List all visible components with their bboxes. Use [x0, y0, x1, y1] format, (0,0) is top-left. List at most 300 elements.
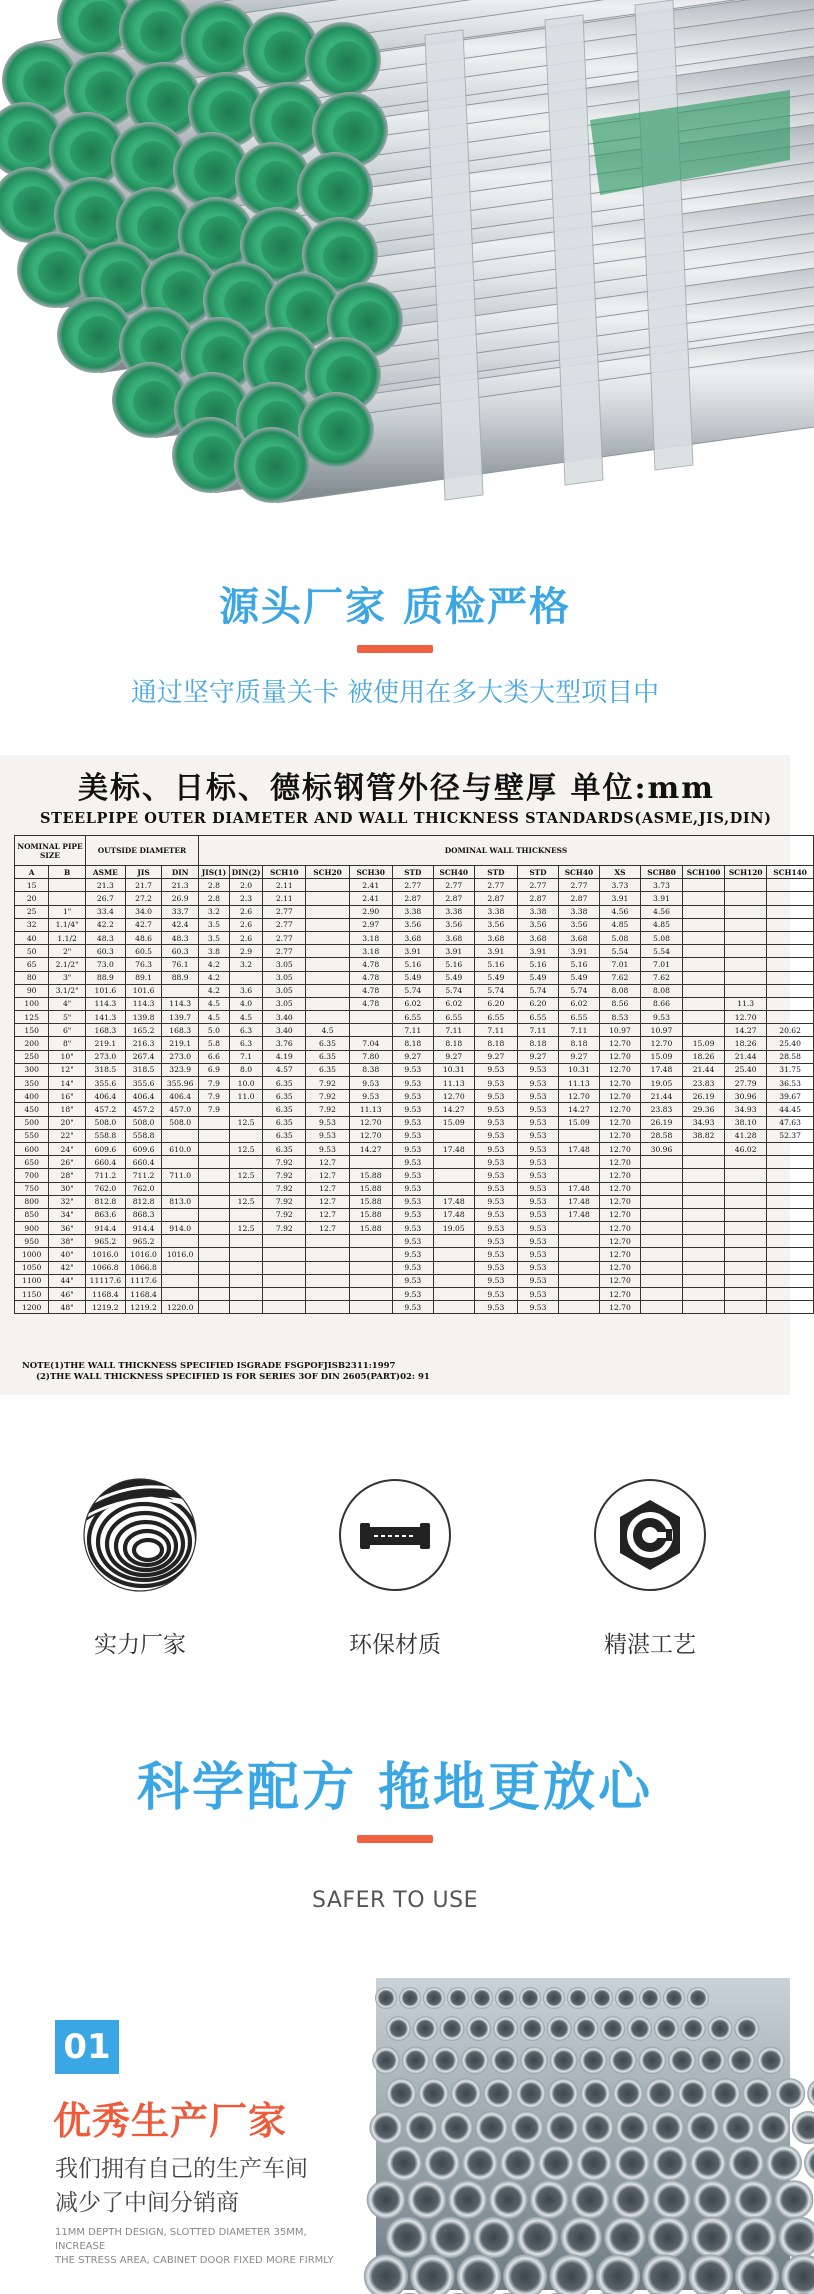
table-cell: 1220.0 — [162, 1301, 199, 1314]
table-cell: 355.96 — [162, 1077, 199, 1090]
table-row — [15, 958, 814, 971]
stacked-pipe-end — [639, 2047, 667, 2075]
header-nominal-pipe-size: NOMINAL PIPE SIZE — [15, 836, 86, 866]
table-cell: 12.70 — [599, 1169, 640, 1182]
table-cell: 457.2 — [125, 1103, 162, 1116]
table-cell — [767, 1248, 814, 1261]
table-cell — [349, 1301, 392, 1314]
table-cell — [198, 1261, 229, 1274]
table-cell: 914.4 — [85, 1222, 125, 1235]
table-cell — [725, 918, 767, 931]
table-cell: 7.92 — [263, 1195, 306, 1208]
table-cell: 23.83 — [683, 1077, 725, 1090]
table-cell: 9.53 — [349, 1090, 392, 1103]
table-cell: 9.53 — [392, 1195, 433, 1208]
table-cell: 10" — [49, 1050, 86, 1063]
table-cell — [767, 1235, 814, 1248]
spec-note-2: (2)THE WALL THICKNESS SPECIFIED IS FOR SERIES 3OF DIN 2605(PART)02: 91 — [36, 1372, 430, 1382]
table-cell: 9.53 — [474, 1208, 517, 1221]
table-cell — [767, 905, 814, 918]
stacked-pipe-end — [663, 1987, 685, 2009]
table-cell: 1219.2 — [85, 1301, 125, 1314]
column-header: JIS(1) — [198, 866, 229, 879]
spec-note-1: NOTE(1)THE WALL THICKNESS SPECIFIED ISGRADE FSGPOFJISB2311:1997 — [22, 1361, 396, 1371]
stacked-pipe-end — [369, 2111, 402, 2144]
table-cell: 406.4 — [162, 1090, 199, 1103]
stacked-pipe-end — [645, 2078, 675, 2108]
table-cell: 4.85 — [599, 918, 640, 931]
table-cell: 660.4 — [85, 1156, 125, 1169]
table-cell — [725, 984, 767, 997]
table-cell: 4.85 — [640, 918, 682, 931]
stacked-pipe-end — [681, 2016, 706, 2041]
table-cell: 17.48 — [433, 1208, 474, 1221]
table-cell: 9.53 — [474, 1301, 517, 1314]
table-cell: 711.2 — [125, 1169, 162, 1182]
stacked-pipe-end — [678, 2078, 708, 2108]
table-cell: 3.40 — [263, 1011, 306, 1024]
column-header: A — [15, 866, 49, 879]
table-cell: 80 — [15, 971, 49, 984]
table-cell: 24" — [49, 1142, 86, 1155]
table-cell: 6.20 — [517, 997, 558, 1010]
table-cell: 8.08 — [599, 984, 640, 997]
table-cell — [198, 1248, 229, 1261]
table-cell: 3.68 — [392, 931, 433, 944]
table-cell — [640, 1261, 682, 1274]
table-cell: 21.3 — [162, 879, 199, 892]
pipe-bore — [326, 41, 368, 83]
table-cell: 2.77 — [474, 879, 517, 892]
table-cell — [349, 1248, 392, 1261]
table-cell — [558, 1129, 599, 1142]
table-cell: 273.0 — [85, 1050, 125, 1063]
table-cell: 36.53 — [767, 1077, 814, 1090]
table-cell: 9.53 — [474, 1116, 517, 1129]
table-cell: 9.27 — [558, 1050, 599, 1063]
table-cell: 2" — [49, 945, 86, 958]
table-cell: 1016.0 — [125, 1248, 162, 1261]
table-cell: 6.35 — [263, 1103, 306, 1116]
stacked-pipe-end — [440, 2111, 473, 2144]
table-cell: 1016.0 — [85, 1248, 125, 1261]
table-cell: 3.18 — [349, 945, 392, 958]
table-cell: 9.53 — [517, 1142, 558, 1155]
table-cell — [229, 1261, 262, 1274]
table-cell: 9.53 — [517, 1261, 558, 1274]
table-cell — [683, 1011, 725, 1024]
table-cell — [683, 1195, 725, 1208]
table-cell: 6.3 — [229, 1037, 262, 1050]
table-cell: 29.36 — [683, 1103, 725, 1116]
table-cell — [349, 1288, 392, 1301]
pipe-bore — [194, 151, 236, 193]
table-cell — [306, 931, 349, 944]
table-cell — [683, 1024, 725, 1037]
table-cell: 267.4 — [125, 1050, 162, 1063]
table-cell: 7.11 — [558, 1024, 599, 1037]
table-cell — [683, 1182, 725, 1195]
table-cell: 9.53 — [517, 1235, 558, 1248]
stacked-pipe-end — [440, 2016, 465, 2041]
table-cell — [433, 1288, 474, 1301]
table-cell — [683, 1301, 725, 1314]
table-cell: 7.62 — [640, 971, 682, 984]
table-cell: 14.27 — [349, 1142, 392, 1155]
table-cell: 12.5 — [229, 1222, 262, 1235]
table-cell — [433, 1301, 474, 1314]
table-cell: 2.11 — [263, 892, 306, 905]
table-cell: 12.5 — [229, 1116, 262, 1129]
table-cell — [725, 1248, 767, 1261]
table-cell: 900 — [15, 1222, 49, 1235]
table-cell — [349, 1261, 392, 1274]
table-cell — [263, 1248, 306, 1261]
table-cell: 9.53 — [517, 1195, 558, 1208]
column-header-row — [15, 866, 814, 879]
table-cell: 2.8 — [198, 892, 229, 905]
factory-pipe-stack-photo — [376, 1978, 790, 2290]
table-cell: 4.19 — [263, 1050, 306, 1063]
table-cell — [198, 1235, 229, 1248]
table-cell — [767, 1208, 814, 1221]
table-cell — [767, 971, 814, 984]
column-header: SCH40 — [433, 866, 474, 879]
table-cell: 114.3 — [162, 997, 199, 1010]
table-cell: 6.3 — [229, 1024, 262, 1037]
table-cell: 21.44 — [640, 1090, 682, 1103]
table-cell: 6.55 — [474, 1011, 517, 1024]
table-cell: 21.3 — [85, 879, 125, 892]
stacked-pipe-end — [668, 2047, 696, 2075]
table-cell — [683, 905, 725, 918]
table-cell: 10.97 — [640, 1024, 682, 1037]
table-cell: 508.0 — [162, 1116, 199, 1129]
table-cell — [725, 1301, 767, 1314]
table-cell: 2.77 — [263, 945, 306, 958]
safer-to-use-text: SAFER TO USE — [312, 1888, 478, 1913]
table-cell: 38.82 — [683, 1129, 725, 1142]
table-cell — [725, 1156, 767, 1169]
table-cell: 34" — [49, 1208, 86, 1221]
table-cell: 12.5 — [229, 1169, 262, 1182]
table-cell — [683, 1169, 725, 1182]
table-cell: 8.56 — [599, 997, 640, 1010]
table-cell: 9.53 — [474, 1169, 517, 1182]
table-cell: 5.74 — [517, 984, 558, 997]
table-cell: 7.01 — [640, 958, 682, 971]
table-cell: 7.62 — [599, 971, 640, 984]
table-cell: 32 — [15, 918, 49, 931]
table-cell: 3.91 — [517, 945, 558, 958]
table-cell: 7.9 — [198, 1090, 229, 1103]
table-cell: 4.78 — [349, 997, 392, 1010]
stacked-pipe-end — [574, 2016, 599, 2041]
table-cell: 9.53 — [392, 1077, 433, 1090]
stacked-pipe-end — [424, 2145, 460, 2181]
table-cell: 3.40 — [263, 1024, 306, 1037]
table-cell: 9.53 — [474, 1288, 517, 1301]
pipe-bore — [8, 121, 50, 163]
stacked-pipe-end — [462, 2145, 498, 2181]
table-cell — [558, 1301, 599, 1314]
table-cell — [263, 1301, 306, 1314]
table-cell: 60.3 — [85, 945, 125, 958]
table-cell: 168.3 — [162, 1024, 199, 1037]
feature-strength-factory — [55, 1478, 225, 1659]
table-cell: 15.09 — [683, 1037, 725, 1050]
table-cell: 8.18 — [517, 1037, 558, 1050]
table-cell: 8.18 — [558, 1037, 599, 1050]
table-cell — [433, 1156, 474, 1169]
table-cell — [767, 997, 814, 1010]
header-outside-diameter: OUTSIDE DIAMETER — [85, 836, 198, 866]
table-cell — [306, 892, 349, 905]
table-cell: 12.70 — [599, 1116, 640, 1129]
table-cell: 9.53 — [474, 1182, 517, 1195]
table-cell: 711.2 — [85, 1169, 125, 1182]
table-cell: 219.1 — [162, 1037, 199, 1050]
table-cell: 3.56 — [474, 918, 517, 931]
table-cell — [767, 984, 814, 997]
table-cell: 2.0 — [229, 879, 262, 892]
table-cell: 2.77 — [263, 918, 306, 931]
stacked-pipe-end — [473, 2217, 515, 2259]
table-cell: 9.53 — [392, 1063, 433, 1076]
table-cell: 550 — [15, 1129, 49, 1142]
table-cell — [433, 1274, 474, 1287]
table-cell — [349, 1011, 392, 1024]
table-row — [15, 1169, 814, 1182]
table-cell — [306, 1288, 349, 1301]
table-cell — [683, 1156, 725, 1169]
table-row — [15, 1288, 814, 1301]
table-cell: 9.53 — [517, 1274, 558, 1287]
table-cell: 609.6 — [85, 1142, 125, 1155]
stacked-pipe-end — [581, 2111, 614, 2144]
stacked-pipe-end — [475, 2111, 508, 2144]
table-cell: 12.7 — [306, 1169, 349, 1182]
table-cell: 2.6 — [229, 918, 262, 931]
stacked-pipe-end — [493, 2016, 518, 2041]
table-cell: 8.18 — [392, 1037, 433, 1050]
table-cell: 41.28 — [725, 1129, 767, 1142]
table-cell — [198, 1182, 229, 1195]
table-cell — [767, 1274, 814, 1287]
table-cell: 750 — [15, 1182, 49, 1195]
pipe-bore — [23, 61, 65, 103]
table-cell — [683, 1142, 725, 1155]
table-cell — [349, 1235, 392, 1248]
table-cell: 6.35 — [263, 1129, 306, 1142]
table-cell — [162, 1208, 199, 1221]
table-cell: 3.68 — [433, 931, 474, 944]
table-cell: 5.16 — [474, 958, 517, 971]
table-cell — [725, 1235, 767, 1248]
table-cell: 5.16 — [433, 958, 474, 971]
table-cell: 6.35 — [306, 1063, 349, 1076]
table-cell: 17.48 — [558, 1182, 599, 1195]
table-cell — [162, 1182, 199, 1195]
table-cell: 10.0 — [229, 1077, 262, 1090]
table-cell: 8.18 — [474, 1037, 517, 1050]
table-cell — [767, 945, 814, 958]
table-cell: 457.2 — [85, 1103, 125, 1116]
table-cell: 3" — [49, 971, 86, 984]
stacked-pipe-end — [792, 2111, 814, 2144]
table-cell: 1150 — [15, 1288, 49, 1301]
table-cell: 28.58 — [767, 1050, 814, 1063]
stacked-pipe-end — [560, 2217, 602, 2259]
table-cell: 9.53 — [349, 1077, 392, 1090]
table-cell: 5.49 — [517, 971, 558, 984]
table-cell: 50 — [15, 945, 49, 958]
spec-notes — [22, 1361, 430, 1383]
table-cell: 10.97 — [599, 1024, 640, 1037]
stacked-pipe-end — [652, 2180, 691, 2219]
pipe-bore — [271, 101, 313, 143]
table-cell: 6.35 — [263, 1116, 306, 1129]
table-cell: 2.77 — [263, 931, 306, 944]
table-cell — [725, 1222, 767, 1235]
table-cell: 12.70 — [640, 1037, 682, 1050]
table-cell: 12" — [49, 1063, 86, 1076]
table-cell: 11.3 — [725, 997, 767, 1010]
table-cell: 12.70 — [349, 1129, 392, 1142]
table-cell: 7.9 — [198, 1103, 229, 1116]
table-row — [15, 905, 814, 918]
table-cell — [229, 1248, 262, 1261]
column-header: SCH10 — [263, 866, 306, 879]
pipe-bore — [319, 411, 361, 453]
table-cell: 12.70 — [599, 1288, 640, 1301]
table-cell: 7.92 — [306, 1103, 349, 1116]
table-cell: 42.7 — [125, 918, 162, 931]
column-header: SCH80 — [640, 866, 682, 879]
table-cell: 9.53 — [517, 1063, 558, 1076]
stacked-pipe-end — [757, 2047, 785, 2075]
table-cell: 2.87 — [433, 892, 474, 905]
table-cell — [263, 1274, 306, 1287]
table-cell: 4.56 — [599, 905, 640, 918]
table-cell: 1117.6 — [125, 1274, 162, 1287]
table-cell — [198, 1129, 229, 1142]
table-cell: 9.53 — [306, 1142, 349, 1155]
feature-label: 环保材质 — [349, 1632, 441, 1658]
table-cell: 11.13 — [558, 1077, 599, 1090]
table-cell: 813.0 — [162, 1195, 199, 1208]
table-cell — [683, 1235, 725, 1248]
table-cell: 318.5 — [85, 1063, 125, 1076]
table-cell: 2.87 — [558, 892, 599, 905]
table-cell: 9.53 — [392, 1116, 433, 1129]
pipe-bore — [202, 21, 244, 63]
table-cell: 12.5 — [229, 1195, 262, 1208]
stacked-pipe-end — [614, 2145, 650, 2181]
table-cell: 25 — [15, 905, 49, 918]
table-cell: 2.87 — [517, 892, 558, 905]
table-cell: 3.05 — [263, 958, 306, 971]
table-cell: 60.5 — [125, 945, 162, 958]
table-cell: 1219.2 — [125, 1301, 162, 1314]
table-cell: 12.70 — [599, 1077, 640, 1090]
table-cell: 36" — [49, 1222, 86, 1235]
stacked-pipe-end — [431, 2047, 459, 2075]
table-cell: 52.37 — [767, 1129, 814, 1142]
table-cell: 250 — [15, 1050, 49, 1063]
table-cell: 12.7 — [306, 1208, 349, 1221]
table-cell: 9.53 — [392, 1090, 433, 1103]
column-header: DIN — [162, 866, 199, 879]
column-header: DIN(2) — [229, 866, 262, 879]
table-cell — [683, 1248, 725, 1261]
table-cell: 9.53 — [474, 1235, 517, 1248]
table-cell: 12.70 — [599, 1129, 640, 1142]
stacked-pipe-end — [766, 2145, 802, 2181]
table-cell: 125 — [15, 1011, 49, 1024]
table-cell: 114.3 — [125, 997, 162, 1010]
table-cell: 9.53 — [517, 1090, 558, 1103]
table-cell: 5.54 — [640, 945, 682, 958]
table-cell: 3.73 — [640, 879, 682, 892]
table-cell: 3.18 — [349, 931, 392, 944]
table-cell: 12.7 — [306, 1195, 349, 1208]
table-cell: 9.53 — [392, 1156, 433, 1169]
stacked-pipe-end — [693, 2180, 732, 2219]
table-cell: 15.88 — [349, 1169, 392, 1182]
table-cell — [725, 879, 767, 892]
stacked-pipe-end — [461, 2047, 489, 2075]
table-cell — [229, 1235, 262, 1248]
table-cell: 9.53 — [517, 1103, 558, 1116]
table-cell: 3.91 — [474, 945, 517, 958]
table-cell: 4.56 — [640, 905, 682, 918]
table-cell — [683, 1274, 725, 1287]
table-cell: 15.88 — [349, 1208, 392, 1221]
column-header: JIS — [125, 866, 162, 879]
table-cell: 60.3 — [162, 945, 199, 958]
table-cell: 20.62 — [767, 1024, 814, 1037]
table-cell: 1000 — [15, 1248, 49, 1261]
table-cell: 8.0 — [229, 1063, 262, 1076]
table-cell — [640, 1274, 682, 1287]
table-cell: 355.6 — [85, 1077, 125, 1090]
table-cell — [198, 1288, 229, 1301]
table-cell: 23.83 — [640, 1103, 682, 1116]
stacked-pipe-end — [611, 2180, 650, 2219]
table-cell: 9.27 — [517, 1050, 558, 1063]
table-cell — [306, 997, 349, 1010]
table-cell — [229, 971, 262, 984]
table-cell: 6.35 — [263, 1090, 306, 1103]
table-cell: 141.3 — [85, 1011, 125, 1024]
table-cell: 2.41 — [349, 879, 392, 892]
table-cell — [229, 1208, 262, 1221]
table-cell: 30" — [49, 1182, 86, 1195]
table-cell: 5.54 — [599, 945, 640, 958]
table-cell — [767, 1142, 814, 1155]
table-row — [15, 1129, 814, 1142]
table-cell — [725, 1288, 767, 1301]
stacked-pipe-end — [735, 2217, 777, 2259]
table-cell — [558, 1248, 599, 1261]
table-cell: 114.3 — [85, 997, 125, 1010]
table-cell: 5.08 — [640, 931, 682, 944]
table-cell: 26.19 — [683, 1090, 725, 1103]
table-cell — [263, 1288, 306, 1301]
table-cell — [558, 1274, 599, 1287]
stacked-pipe-end — [543, 1987, 565, 2009]
